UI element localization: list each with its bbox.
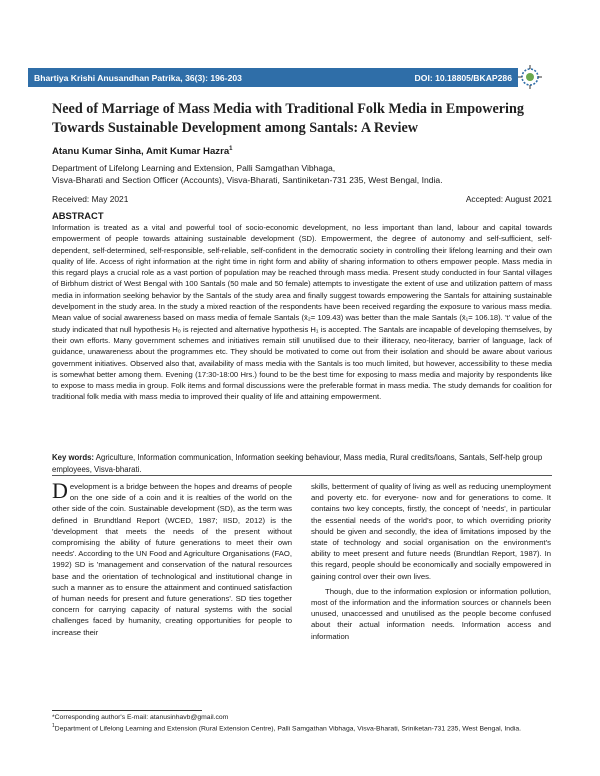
received-date: Received: May 2021 [52, 194, 129, 204]
article-title: Need of Marriage of Mass Media with Traditional Folk Media in Empowering Towards Sustainable Development among Santals: A Review [52, 101, 524, 136]
body-paragraph: Though, due to the information explosion or information pollution, most of the information and the information sources or channels been unused, unaccessed and unutilised as the people become confused about their actual information needs. Information access and information [311, 586, 551, 641]
drop-cap: D [52, 478, 68, 503]
affiliation-line: Visva-Bharati and Section Officer (Accounts), Visva-Bharati, Santiniketan-731 235, West Bengal, India. [52, 175, 443, 185]
abstract-heading: ABSTRACT [52, 210, 104, 221]
author-affil-mark: 1 [229, 146, 233, 152]
section-divider [52, 475, 552, 476]
intro-paragraph: Development is a bridge between the hopes and dreams of people on the one side of a coin and it is realties of the world on the other side of the coin. Sustainable development (SD), as the term was defined in Brundtland Report (WCED, 1987; IISD, 2012) is the 'development that meets the needs of the present without compromising the ability of future generations to meet their own needs'. According to the UN Food and Agriculture Organisations (FAO, 1992) SD is 'management and conservation of the natural resources base and the orientation of technological and institutional change in such a manner as to ensure the attainment and continued satisfaction of human needs for present and future generations'. SD ties together concern for carrying capacity of natural systems with the social challenges faced by humanity, creating opportunities for people to increase their [52, 478, 292, 637]
doi-link[interactable]: DOI: 10.18805/BKAP286 [414, 72, 512, 83]
article-dates [52, 194, 552, 204]
accepted-date: Accepted: August 2021 [465, 194, 552, 204]
keywords-label: Key words: [52, 453, 95, 462]
body-paragraph: skills, betterment of quality of living as well as reducing unemployment and poverty etc. for everyone- now and for generations to come. It contains two key concepts, firstly, the concept of 'needs', in particular the essential needs of the world's poor, to which overriding priority should be given and secondly, the idea of limitations imposed by the state of technology and social organisation on the environment's ability to meet present and future needs (Brundtlan Report, 1987). In this regard, people should be economically and socially empowered in gaining control over their own lives. [311, 482, 551, 581]
keywords [52, 452, 552, 475]
affiliation [52, 162, 552, 186]
corresponding-author-note: *Corresponding author's E-mail: atanusinhavb@gmail.com [52, 714, 229, 721]
author-names: Atanu Kumar Sinha, Amit Kumar Hazra$^1$ [52, 146, 233, 158]
footnote-divider [52, 710, 202, 711]
body-column-left [52, 478, 292, 638]
abstract-text: Information is treated as a vital and powerful tool of socio-economic development, no less important than land, labour and capital towards empowerment of people towards attaining sustainable development (SD). Empowerment, the degree of autonomy and self-sufficient, self-dependent, self-determined, self-responsible, self-reliable, self-confident in the democratic society in controlling their lifelong learning and their own quality of life. Access of right information at the right time in right form and ability of sharing information to others empower people. Mass media in this regard plays a crucial role as a vast portion of population may be reached through mass media. Present study conducted in four Santal villages of Birbhum district of West Bengal with 100 Santals (50 male and 50 female) attempts to investigate the extent of use and utilization pattern of mass media in information seeking behavior by the Santals of the study area and finally suggest towards empowering the Santals for attaining sustainable develpoment in the study area. In the study a mixed reaction of the respondents have been received regarding the exposure to various mass media. Mean value of social awareness based on mass media of female Santals (x̄₂= 109.43) was better than the male Santals (x̄₁= 106.18). 't' value of the study indicated that null hypothesis H₀ is rejected and alternative hypothesis H₁ is accepted. The Santals are incapable of developing themselves, by their own efforts. Many government schemes and initiatives remain still unutilised due to their illiteracy, neo-literacy, barrier of language, lack of guidance, unawareness about the programmes etc. They should be motivated to come out from their isolation and should be aware about various government initiatives. Observed also that, availability of mass media with the Santals is too much limited, but however, accessibility to these media is somewhat better among them. Evening (17:30-18:00 Hrs.) found to be the best time for exposing to mass media and majority by respondents like to expose to mass media in group. Folk items and formal discussions were the preferable format in mass media. The study demands for coalition for traditional folk media with mass media to improved their quality of life and attaining empowerment. [52, 223, 552, 402]
journal-citation: Bhartiya Krishi Anusandhan Patrika, 36(3): 196-203 [34, 72, 242, 83]
affiliation-line: Department of Lifelong Learning and Extension, Palli Samgathan Vibhaga, [52, 163, 336, 173]
journal-logo-icon [518, 64, 542, 90]
keywords-list: Agriculture, Information communication, Information seeking behaviour, Mass media, Rural credits/loans, Santals, Self-help group employees, Visva-bharati. [52, 453, 543, 474]
journal-header-bar [28, 68, 518, 87]
body-column-right [311, 481, 551, 642]
footnotes [52, 713, 552, 734]
department-note: $^1$Department of Lifelong Learning and Extension (Rural Extension Centre), Palli Samgathan Vibhaga, Visva-Bharati, Sriniketan-731 235, West Bengal, India. [52, 723, 522, 733]
